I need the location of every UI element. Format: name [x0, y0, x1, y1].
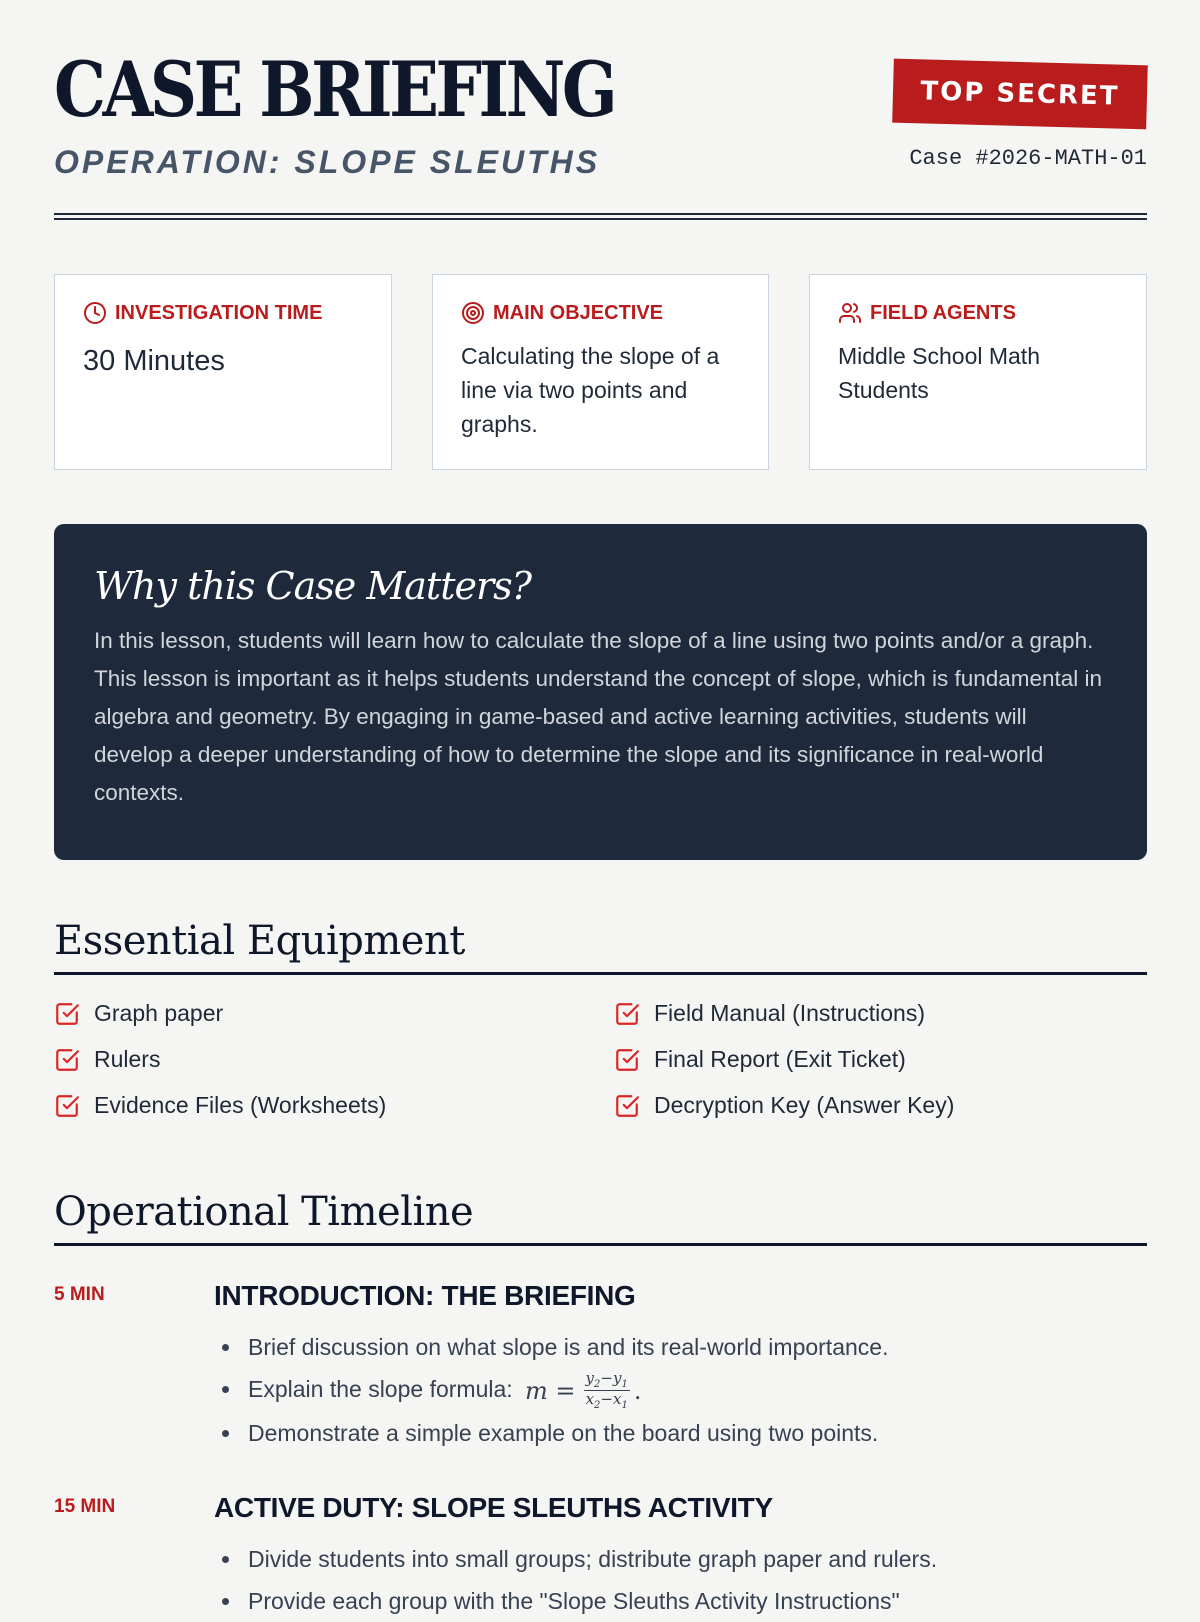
- list-item: [54, 1000, 223, 1027]
- timeline-content: [214, 1492, 1144, 1622]
- checkbox-checked-icon: [54, 1001, 80, 1027]
- panel-body: In this lesson, students will learn how to calculate the slope of a line using two points and/or a graph. This lesson is important as it helps students understand the concept of slope, which is fundamental in algebra and geometry. By engaging in game-based and active learning activities, students will develop a deeper understanding of how to determine the slope and its significance in real-world contexts.: [94, 628, 1103, 805]
- case-number: Case #2026-MATH-01: [909, 146, 1147, 171]
- list-item: [614, 1000, 925, 1027]
- timeline-step-heading: INTRODUCTION: THE BRIEFING: [214, 1280, 636, 1311]
- formula-intro-text: Explain the slope formula:: [248, 1376, 513, 1402]
- formula-period: .: [633, 1376, 642, 1405]
- users-icon: [838, 301, 862, 325]
- card-field-agents: [809, 274, 1147, 470]
- why-case-matters-panel: [54, 524, 1147, 860]
- timeline-step-heading: ACTIVE DUTY: SLOPE SLEUTHS ACTIVITY: [214, 1492, 773, 1523]
- list-item: [54, 1092, 386, 1119]
- card-label-text: INVESTIGATION TIME: [115, 301, 323, 324]
- card-label-time: [83, 301, 363, 325]
- timeline-duration: 5 MIN: [54, 1284, 105, 1305]
- card-value-agents: Middle School Math Students: [838, 343, 1040, 403]
- list-item: [614, 1046, 906, 1073]
- card-label-objective: [461, 301, 740, 325]
- formula-denominator: $x_2-x_1$: [585, 1390, 628, 1412]
- equipment-item-label: Evidence Files (Worksheets): [94, 1092, 387, 1118]
- card-label-agents: [838, 301, 1118, 325]
- operation-subtitle: OPERATION: SLOPE SLEUTHS: [54, 144, 601, 180]
- equipment-item-label: Rulers: [94, 1046, 161, 1072]
- info-cards: [54, 274, 1147, 470]
- timeline-step-list: [214, 1326, 1144, 1454]
- page-title: CASE BRIEFING: [54, 45, 615, 134]
- timeline-content: [214, 1280, 1144, 1454]
- list-item: [614, 1092, 954, 1119]
- card-label-text: MAIN OBJECTIVE: [493, 301, 664, 324]
- card-main-objective: [432, 274, 769, 470]
- header: [54, 0, 1147, 220]
- checkbox-checked-icon: [54, 1047, 80, 1073]
- checkbox-checked-icon: [54, 1093, 80, 1119]
- list-item: Brief discussion on what slope is and its real-world importance.: [214, 1326, 1144, 1368]
- checkbox-checked-icon: [614, 1047, 640, 1073]
- equipment-item-label: Field Manual (Instructions): [654, 1000, 925, 1026]
- panel-title: Why this Case Matters?: [94, 564, 531, 608]
- list-item: [54, 1046, 160, 1073]
- card-value-objective: Calculating the slope of a line via two points and graphs.: [461, 343, 720, 437]
- timeline-heading: Operational Timeline: [54, 1189, 1147, 1246]
- equipment-item-label: Decryption Key (Answer Key): [654, 1092, 955, 1118]
- timeline-block-introduction: [54, 1280, 1147, 1450]
- top-secret-stamp: TOP SECRET: [892, 59, 1148, 130]
- formula-fraction: [584, 1370, 630, 1411]
- equipment-list: [54, 1000, 1147, 1150]
- timeline-block-active-duty: [54, 1492, 1147, 1614]
- timeline-duration: 15 MIN: [54, 1496, 116, 1517]
- checkbox-checked-icon: [614, 1001, 640, 1027]
- formula-numerator: $y_2-y_1$: [585, 1369, 628, 1391]
- header-divider: [54, 213, 1147, 220]
- case-briefing-page: [54, 0, 1147, 1614]
- equipment-item-label: Graph paper: [94, 1000, 224, 1026]
- list-item: Demonstrate a simple example on the board using two points.: [214, 1412, 1144, 1454]
- card-value-time: 30 Minutes: [83, 345, 225, 377]
- equipment-heading: Essential Equipment: [54, 918, 1147, 975]
- equipment-item-label: Final Report (Exit Ticket): [654, 1046, 906, 1072]
- formula-lhs: m =: [525, 1376, 576, 1405]
- card-investigation-time: [54, 274, 392, 470]
- card-label-text: FIELD AGENTS: [870, 301, 1016, 324]
- clock-icon: [83, 301, 107, 325]
- list-item: Divide students into small groups; distribute graph paper and rulers.: [214, 1538, 1144, 1580]
- target-icon: [461, 301, 485, 325]
- list-item: Provide each group with the "Slope Sleuths Activity Instructions": [214, 1580, 1144, 1622]
- timeline-step-list: [214, 1538, 1144, 1622]
- list-item: [214, 1368, 1144, 1412]
- checkbox-checked-icon: [614, 1093, 640, 1119]
- slope-formula: [525, 1370, 641, 1412]
